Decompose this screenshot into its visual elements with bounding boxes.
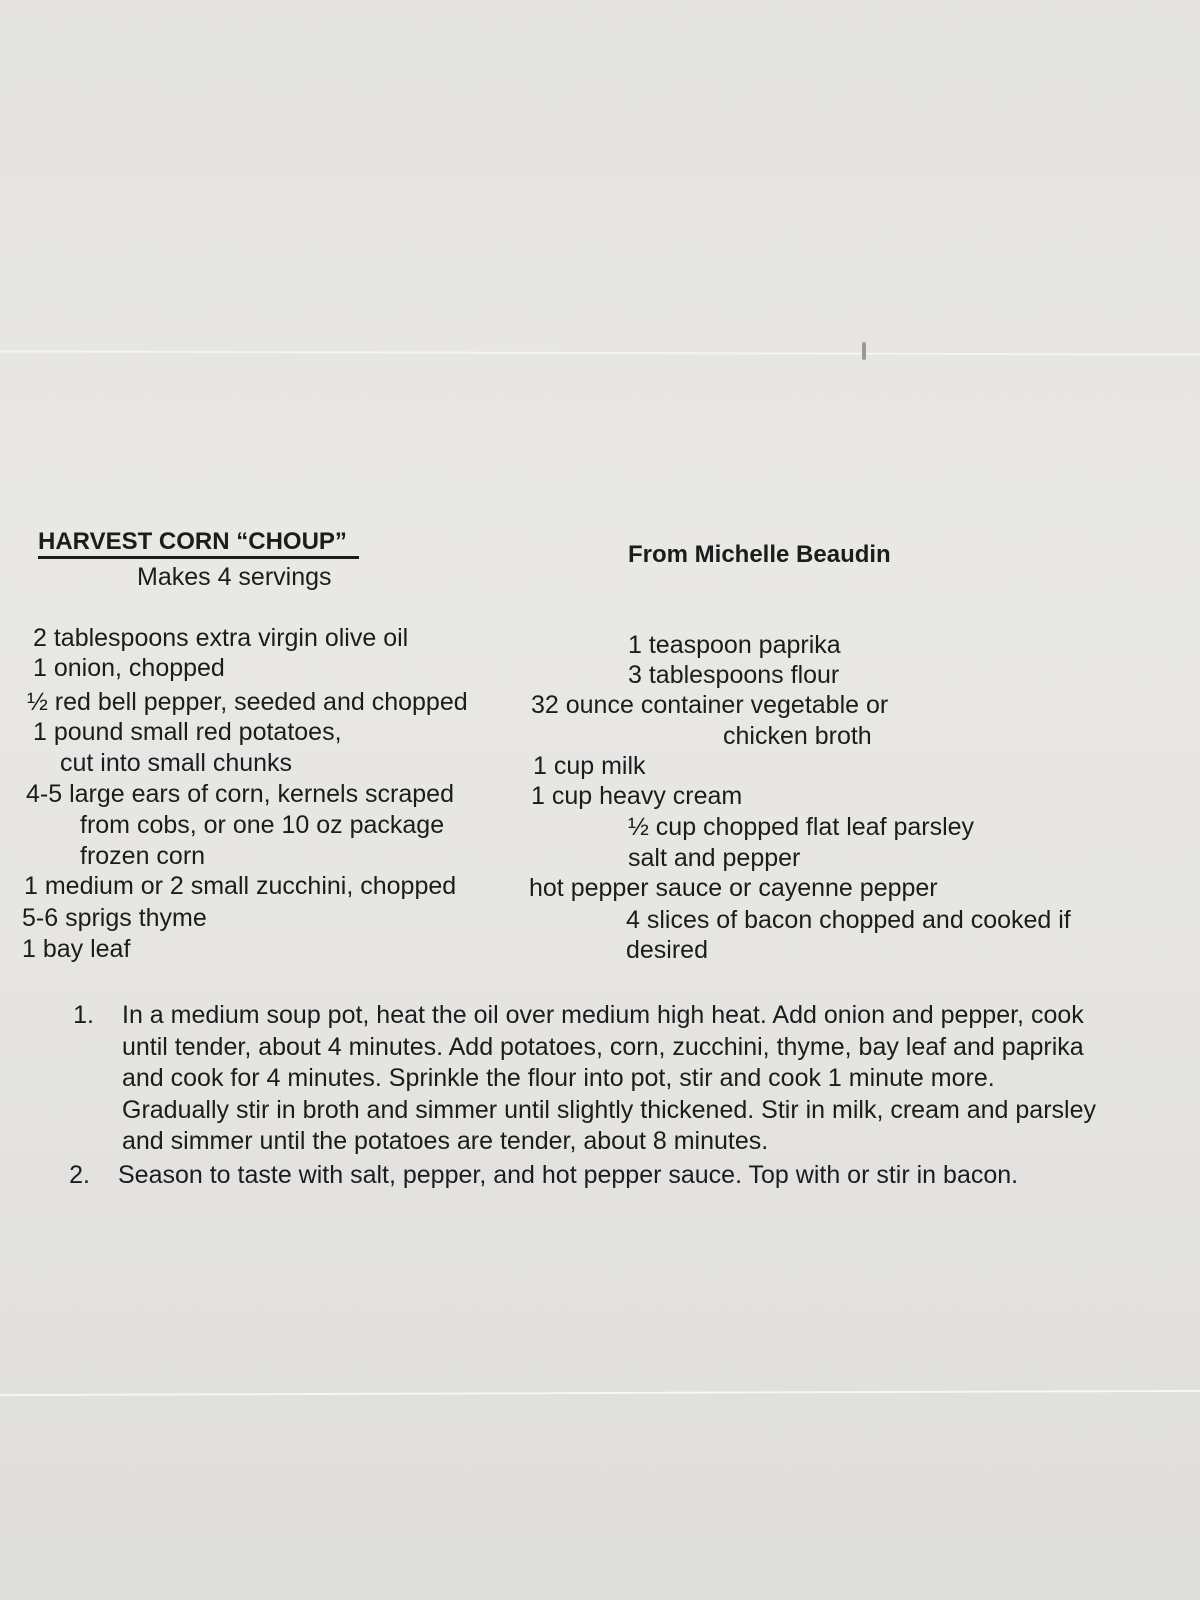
ingredient-left: 1 pound small red potatoes, [33, 718, 342, 746]
ingredient-left-continued: frozen corn [80, 842, 206, 870]
ingredient-left: 1 onion, chopped [33, 654, 225, 682]
ingredient-left: 5-6 sprigs thyme [22, 904, 207, 932]
step-1 [62, 1000, 1200, 1158]
recipe-title: HARVEST CORN “CHOUP” [38, 528, 359, 559]
ingredient-left: 1 bay leaf [22, 935, 131, 963]
ingredient-right: 4 slices of bacon chopped and cooked if [626, 906, 1071, 934]
ingredient-right: ½ cup chopped flat leaf parsley [628, 813, 975, 841]
ingredient-right: 1 cup milk [533, 752, 646, 780]
ingredient-left: ½ red bell pepper, seeded and chopped [27, 688, 468, 716]
ingredient-right: salt and pepper [628, 844, 801, 872]
ingredient-right: 32 ounce container vegetable or [531, 691, 889, 719]
ingredient-right-continued: chicken broth [723, 722, 872, 750]
step-number: 1. [73, 1001, 94, 1029]
ingredient-left: 4-5 large ears of corn, kernels scraped [26, 780, 454, 808]
ingredient-left-continued: cut into small chunks [60, 749, 293, 777]
ingredient-left: 2 tablespoons extra virgin olive oil [33, 624, 409, 652]
recipe-source: From Michelle Beaudin [628, 541, 891, 568]
step-text: In a medium soup pot, heat the oil over medium high heat. Add onion and pepper, cook until tender, about 4 minutes. Add potatoes, corn, zucchini, thyme, bay leaf and paprika and cook for 4 minutes. Sprinkle the flour into pot, stir and cook 1 minute more. Gradually stir in broth and simmer until slightly thickened. Stir in milk, cream and parsley and simmer until the potatoes are tender, about 8 minutes. [122, 1001, 1096, 1155]
ingredient-right: 1 teaspoon paprika [628, 631, 841, 659]
step-text: Season to taste with salt, pepper, and hot pepper sauce. Top with or stir in bacon. [118, 1161, 1019, 1189]
recipe-servings: Makes 4 servings [137, 563, 332, 591]
step-2 [58, 1160, 1198, 1192]
ingredient-left-continued: from cobs, or one 10 oz package [80, 811, 445, 839]
ingredient-right-continued: desired [626, 936, 708, 964]
ingredient-right: hot pepper sauce or cayenne pepper [529, 874, 938, 902]
ingredient-right: 1 cup heavy cream [531, 782, 743, 810]
ingredient-left: 1 medium or 2 small zucchini, chopped [24, 872, 457, 900]
step-number: 2. [69, 1161, 90, 1189]
ingredient-right: 3 tablespoons flour [628, 661, 840, 689]
